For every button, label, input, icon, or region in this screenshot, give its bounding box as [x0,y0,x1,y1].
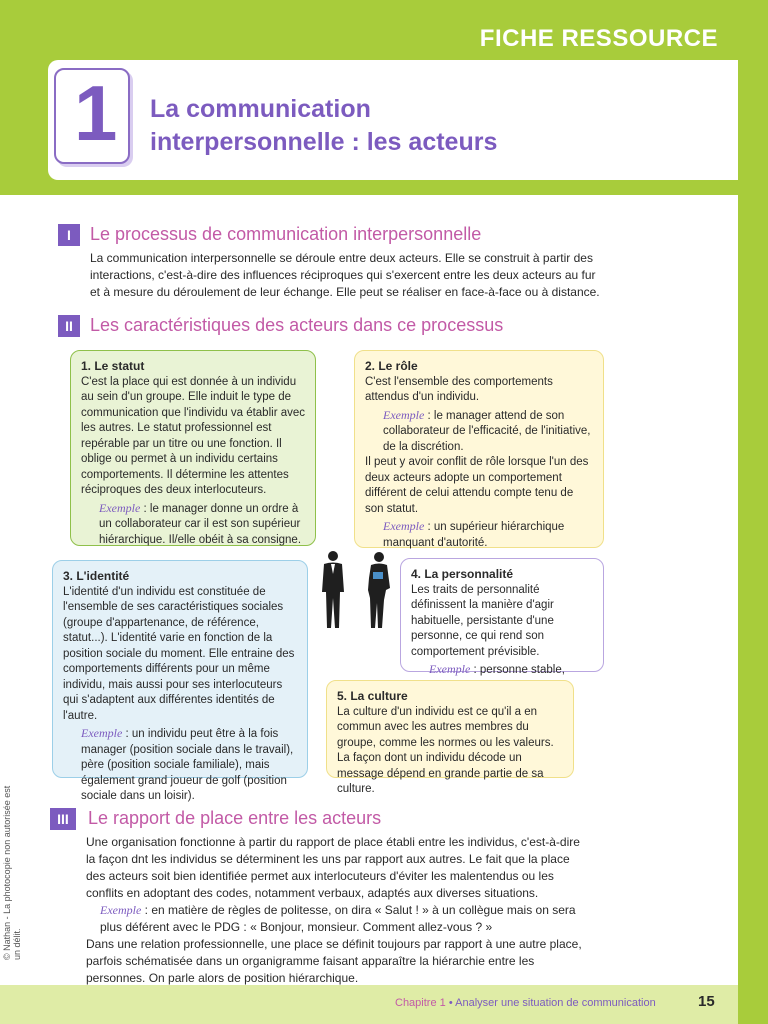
role-example-2-text: : un supérieur hiérarchique manquant d'autorité. [383,521,565,549]
role-text-2: Il peut y avoir conflit de rôle lorsque l'un des deux acteurs adopte un comportement différent de celui attendu compte tenu de son statut. [365,456,589,515]
section-3-title: Le rapport de place entre les acteurs [88,808,382,828]
culture-heading: 5. La culture [337,689,408,703]
section-3-example-text: : en matière de règles de politesse, on dira « Salut ! » à un collègue mais on sera plus déférent avec le PDG : « Bonjour, monsieur. Comment allez-vous ? » [100,903,576,934]
culture-text: La culture d'un individu est ce qu'il a en commun avec les autres membres du groupe, comme les normes ou les valeurs. La façon dont un individu décode un message dépend en grande partie de sa culture. [337,705,554,795]
section-3-example-label: Exemple [100,903,142,917]
identite-example [63,726,297,805]
page-title [150,93,497,159]
footer-chapter [395,997,656,1009]
role-example-2-label: Exemple [383,519,425,533]
section-3-text-2: Dans une relation professionnelle, une place se définit toujours par rapport à une autre place, parfois schématisée dans un organigramme faisant apparaître la hiérarchie entre les personnes. On parle alors de position hiérarchique. [86,937,582,985]
section-3-example [86,902,586,936]
identite-heading: 3. L'identité [63,569,130,583]
identite-text: L'identité d'un individu est constituée de l'ensemble de ses caractéristiques sociales (groupe d'appartenance, de référence, statut...). L'identité varie en fonction de la position sociale du moment. Elle entraine des comportements différents pour un même individu, mais aussi pour ses interlocuteurs qui s'adaptent aux différentes identités de l'autre. [63,585,295,722]
statut-heading: 1. Le statut [81,359,145,373]
box-identite [52,560,308,802]
personnalite-text: Les traits de personnalité définissent la manière d'agir habituelle, persistante d'une personne, ce qui rend son comportement prévisible. [411,583,554,658]
section-1-text: La communication interpersonnelle se déroule entre deux acteurs. Elle se construit à partir des interactions, c'est-à-dire des influences réciproques qui s'exercent entre les deux acteurs au fur et à mesure du déroulement de leur échange. Elle peut se réaliser en face-à-face ou à distance. [90,251,600,299]
role-example [365,408,593,456]
statut-text: C'est la place qui est donnée à un individu au sein d'un groupe. Elle induit le type de communication que l'individu va établir avec les autres. Le statut professionnel est repérable par un titre ou une fonction. Il oblige ou permet à un individu certains comportements. Il détermine les attentes réciproques des deux interlocuteurs. [81,375,306,496]
role-example-text: : le manager attend de son collaborateur de l'efficacité, de l'initiative, de la discrétion. [383,409,591,453]
section-3-number: III [50,808,76,830]
footer-chapter-label: Chapitre 1 [395,997,446,1009]
statut-example-label: Exemple [99,500,141,515]
section-2-number: II [58,315,80,337]
box-statut [70,350,316,546]
role-example-label: Exemple [383,407,425,422]
role-heading: 2. Le rôle [365,359,418,373]
section-1-number: I [58,224,80,246]
identite-example-text: : un individu peut être à la fois manager (position sociale dans le travail), père (position sociale familiale), mais également grand joueur de golf (position sociale dans un loisir). [81,728,294,802]
section-3-text-1: Une organisation fonctionne à partir du rapport de place établi entre les individus, c'est-à-dire la façon dnt les individus se déterminent les uns par rapport aux autres. Le fait que la place des acteurs soit bien identifiée permet aux interlocuteurs d'éviter les malentendus ou les conflits en adoptant des codes, notamment verbaux, adaptés aux diverses situations. [86,835,580,900]
box-role [354,350,604,548]
section-2-title: Les caractéristiques des acteurs dans ce processus [90,315,504,335]
personnalite-example-label: Exemple [429,662,471,676]
footer-separator: • [448,997,453,1009]
section-3-body [86,834,586,987]
statut-example [81,501,305,549]
role-example-2 [365,519,593,551]
man-figure-icon [322,551,344,628]
personnalite-example-text: : personne stable, [473,664,565,676]
copyright-notice: © Nathan - La photocopie non autorisée est un délit. [2,785,22,960]
footer-chapter-title: Analyser une situation de communication [455,997,656,1009]
statut-example-text: : le manager donne un ordre à un collaborateur car il est son supérieur hiérarchique. Il/elle obéit à sa consigne. [99,502,302,546]
title-line-2: interpersonnelle : les acteurs [150,128,498,156]
section-1-title: Le processus de communication interpersonnelle [90,224,482,244]
fiche-label: FICHE RESSOURCE [479,25,718,52]
title-line-1: La communication [150,95,371,123]
personnalite-heading: 4. La personnalité [411,567,514,581]
box-personnalite [400,558,604,676]
woman-figure-icon [368,552,390,628]
business-people-icon [318,548,396,632]
side-strip [738,0,768,1024]
identite-example-label: Exemple [81,726,123,740]
fiche-number: 1 [74,69,118,157]
role-text: C'est l'ensemble des comportements attendus d'un individu. [365,375,553,403]
page-number: 15 [698,993,715,1010]
box-culture [326,680,574,795]
